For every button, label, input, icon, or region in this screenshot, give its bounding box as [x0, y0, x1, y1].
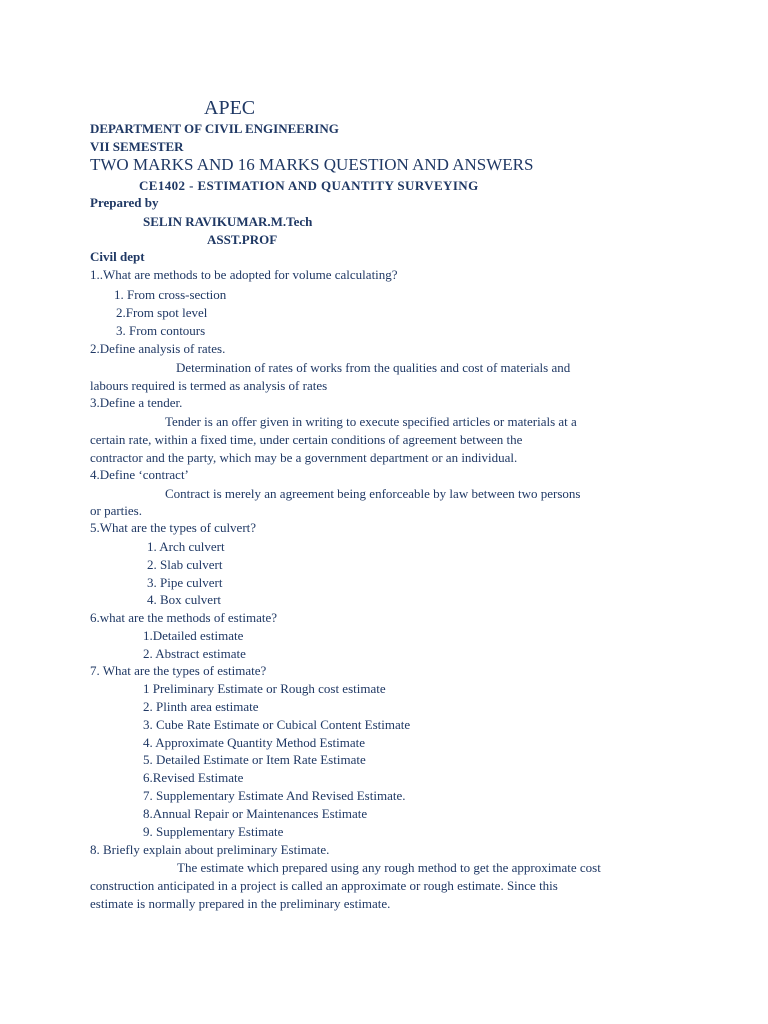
question-1: 1..What are methods to be adopted for volume calculating? — [90, 267, 398, 282]
q7-item-5: 5. Detailed Estimate or Item Rate Estimate — [143, 752, 366, 767]
institution-name: APEC — [204, 97, 256, 119]
question-4: 4.Define ‘contract’ — [90, 467, 189, 482]
q7-item-3: 3. Cube Rate Estimate or Cubical Content Estimate — [143, 717, 411, 732]
q3-answer-line-2: certain rate, within a fixed time, under certain conditions of agreement between the — [90, 432, 523, 447]
q5-item-1: 1. Arch culvert — [147, 539, 225, 554]
question-3: 3.Define a tender. — [90, 395, 183, 410]
q7-item-9: 9. Supplementary Estimate — [143, 824, 284, 839]
q4-answer-line-2: or parties. — [90, 503, 142, 518]
q2-answer-line-1: Determination of rates of works from the qualities and cost of materials and — [176, 360, 571, 375]
dept-label: Civil dept — [90, 249, 145, 264]
q1-item-1: 1. From cross-section — [114, 287, 227, 302]
question-7: 7. What are the types of estimate? — [90, 663, 267, 678]
q5-item-2: 2. Slab culvert — [147, 557, 223, 572]
q7-item-2: 2. Plinth area estimate — [143, 699, 259, 714]
question-6: 6.what are the methods of estimate? — [90, 610, 277, 625]
q1-item-2: 2.From spot level — [116, 305, 208, 320]
course-title: CE1402 - ESTIMATION AND QUANTITY SURVEYING — [139, 178, 479, 193]
q6-item-2: 2. Abstract estimate — [143, 646, 246, 661]
q7-item-7: 7. Supplementary Estimate And Revised Estimate. — [143, 788, 406, 803]
author-designation: ASST.PROF — [207, 232, 278, 247]
q8-answer-line-2: construction anticipated in a project is called an approximate or rough estimate. Since this — [90, 878, 558, 893]
department-heading: DEPARTMENT OF CIVIL ENGINEERING — [90, 121, 339, 136]
author-name: SELIN RAVIKUMAR.M.Tech — [143, 214, 313, 229]
q7-item-1: 1 Preliminary Estimate or Rough cost estimate — [143, 681, 386, 696]
q8-answer-line-3: estimate is normally prepared in the preliminary estimate. — [90, 896, 391, 911]
q7-item-8: 8.Annual Repair or Maintenances Estimate — [143, 806, 368, 821]
q7-item-4: 4. Approximate Quantity Method Estimate — [143, 735, 366, 750]
q6-item-1: 1.Detailed estimate — [143, 628, 244, 643]
prepared-by-label: Prepared by — [90, 195, 159, 210]
semester-heading: VII SEMESTER — [90, 139, 184, 154]
q4-answer-line-1: Contract is merely an agreement being enforceable by law between two persons — [165, 486, 581, 501]
q3-answer-line-1: Tender is an offer given in writing to execute specified articles or materials at a — [165, 414, 577, 429]
q3-answer-line-3: contractor and the party, which may be a government department or an individual. — [90, 450, 518, 465]
q1-item-3: 3. From contours — [116, 323, 206, 338]
q2-answer-line-2: labours required is termed as analysis of rates — [90, 378, 328, 393]
q5-item-4: 4. Box culvert — [147, 592, 222, 607]
q5-item-3: 3. Pipe culvert — [147, 575, 223, 590]
document-title: TWO MARKS AND 16 MARKS QUESTION AND ANSWERS — [90, 155, 534, 174]
question-2: 2.Define analysis of rates. — [90, 341, 226, 356]
q8-answer-line-1: The estimate which prepared using any rough method to get the approximate cost — [177, 860, 601, 875]
question-8: 8. Briefly explain about preliminary Estimate. — [90, 842, 330, 857]
question-5: 5.What are the types of culvert? — [90, 520, 257, 535]
q7-item-6: 6.Revised Estimate — [143, 770, 244, 785]
